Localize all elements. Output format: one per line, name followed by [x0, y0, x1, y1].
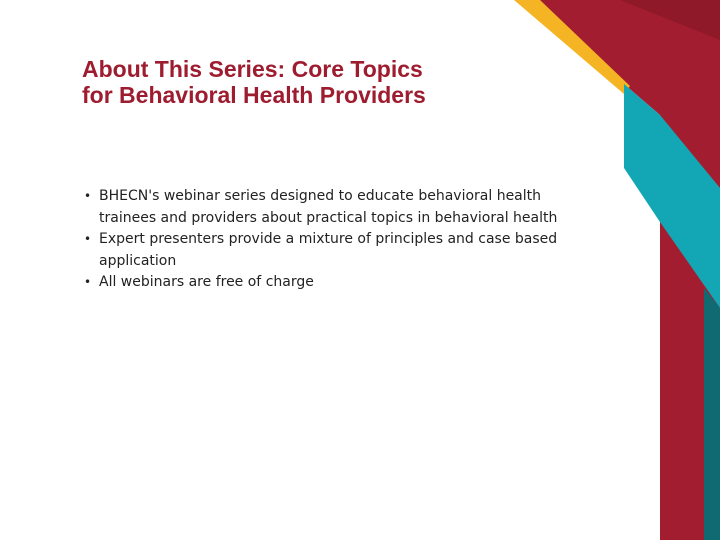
bullet-dot-icon: •: [84, 275, 92, 289]
bullet-text: BHECN's webinar series designed to educate behavioral health trainees and providers about practical topics in behavioral health: [99, 188, 558, 226]
bullet-dot-icon: •: [84, 189, 92, 203]
slide-title: [82, 56, 562, 108]
bullet-item: [82, 186, 582, 229]
bullet-text: Expert presenters provide a mixture of principles and case based application: [99, 231, 558, 269]
bullet-item: [82, 272, 582, 294]
bullet-list: [82, 186, 582, 294]
bullet-item: [82, 229, 582, 272]
bullet-text: All webinars are free of charge: [99, 274, 314, 290]
title-line-1: About This Series: Core Topics: [82, 56, 423, 82]
bullet-dot-icon: •: [84, 232, 92, 246]
dark-teal-stripe: [704, 288, 720, 540]
title-line-2: for Behavioral Health Providers: [82, 82, 426, 108]
